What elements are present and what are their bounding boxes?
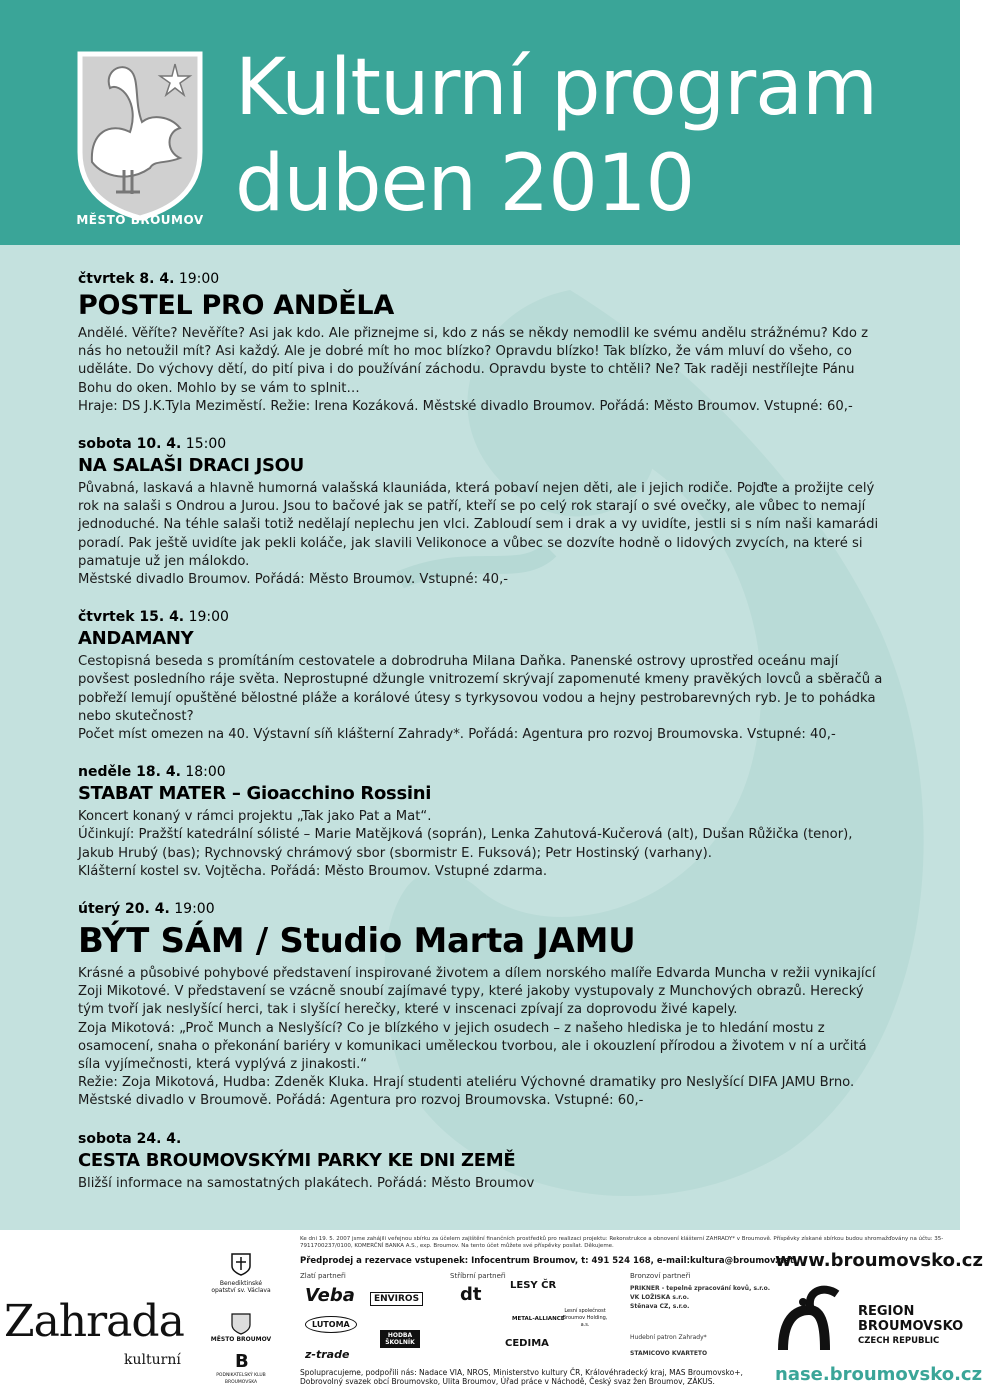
- event-description: Půvabná, laskavá a hlavně humorná valašská klauniáda, která pobaví nejen děti, ale i jejich rodiče. Pojďte a prožijte celý rok na salaši s Ondrou a Jurou. Jsou to bačové jak se patří, kteří se po celý rok starají o své ovečky, ale vůbec to nemají jednoduché. Na téhle salaši totiž nedělají neplechu jen vlci. Zabloudí sem i drak a vy uvidíte, jestli si s ním naši kamarádi poradí. Pak ještě uvidíte jak pekli koláče, jak slavili Velikonoce a vůbec se dozvíte hodně o lidových zvycích, na které si pamatuje už jen málokdo.: [78, 481, 879, 569]
- region-line-2: BROUMOVSKO: [858, 1319, 964, 1334]
- zahrada-sub: kulturní: [124, 1352, 181, 1368]
- coat-of-arms-icon: [70, 42, 210, 232]
- event-title: BÝT SÁM / Studio Marta JAMU: [78, 921, 636, 962]
- sponsor-metal: METAL-ALLIANCE: [512, 1316, 565, 1322]
- abbey-crest-icon: [230, 1250, 252, 1276]
- coat-label: MĚSTO BROUMOV: [76, 213, 204, 227]
- bronze-partners-label: Bronzoví partneři: [630, 1272, 691, 1280]
- gold-partners-label: Zlatí partneři: [300, 1272, 346, 1280]
- event-info: Bližší informace na samostatných plakátech. Pořádá: Město Broumov: [78, 1175, 535, 1191]
- event-body: [78, 653, 884, 744]
- sponsor-ztrade: z-trade: [305, 1348, 350, 1361]
- nase-broumovsko-url[interactable]: nase.broumovsko.cz: [775, 1364, 983, 1385]
- event-info: Hraje: DS J.K.Tyla Meziměstí. Režie: Irena Kozáková. Městské divadlo Broumov. Pořádá: Město Broumov. Vstupné: 60,-: [78, 398, 853, 414]
- event-info: Počet míst omezen na 40. Výstavní síň klášterní Zahrady*. Pořádá: Agentura pro rozvoj Broumovska. Vstupné: 40,-: [78, 727, 836, 743]
- fine-print: Ke dni 19. 5. 2007 jsme zahájili veřejnou sbírku za účelem zajištění finančních prostředků pro realizaci projektu: Rekonstrukce a obnovení klášterní ZAHRADY* v Broumově. Příspěvky získané sbírkou budou shromažďovány na účtu: 35-7911700237/0100, KOMERČNÍ BANKA A.S., exp. Broumov. Na tento účet můžete své příspěvky posílat. Děkujeme.: [300, 1236, 944, 1249]
- event-date: sobota 10. 4. 15:00: [78, 436, 227, 453]
- region-line-3: CZECH REPUBLIC: [858, 1336, 940, 1346]
- sponsor-lutoma: LUTOMA: [305, 1316, 357, 1333]
- event-title: POSTEL PRO ANDĚLA: [78, 290, 394, 321]
- stamic-label: STAMICOVO KVARTETO: [630, 1350, 708, 1357]
- event-date: sobota 24. 4.: [78, 1130, 182, 1147]
- sponsor-cedima: CEDIMA: [505, 1338, 549, 1349]
- event-byt-sam: [78, 900, 884, 1111]
- zahrada-word: Zahrada: [4, 1296, 184, 1347]
- event-title: NA SALAŠI DRACI JSOU: [78, 455, 304, 477]
- patron-label: Hudební patron Zahrady*: [630, 1334, 707, 1341]
- title-line-2: duben 2010: [235, 139, 695, 229]
- event-list: [78, 270, 884, 1212]
- podnikatelsky-label: PODNIKATELSKÝ KLUB BROUMOVSKA: [216, 1373, 266, 1385]
- broumovsko-url[interactable]: www.broumovsko.cz: [775, 1250, 983, 1271]
- event-title: STABAT MATER – Gioacchino Rossini: [78, 783, 432, 805]
- event-info: Městské divadlo Broumov. Pořádá: Město Broumov. Vstupné: 40,-: [78, 572, 509, 588]
- event-info: Klášterní kostel sv. Vojtěcha. Pořádá: Město Broumov. Vstupné zdarma.: [78, 863, 548, 879]
- event-date: neděle 18. 4. 18:00: [78, 764, 226, 781]
- event-description: Koncert konaný v rámci projektu „Tak jako Pat a Mat“.: [78, 809, 432, 825]
- event-body: [78, 480, 884, 589]
- event-body: [78, 1175, 884, 1193]
- event-description: Andělé. Věříte? Nevěříte? Asi jak kdo. Ale přiznejme si, kdo z nás se někdy nemodlil ke svému andělu strážnému? Kdo z nás ho netoužil mít? Asi každý. Ale je dobré mít ho moc blízko? Opravdu blízko! Tak blízko, že vám mluví do všeho, co uděláte. Do výchovy dětí, do pití piva i do používání záchodu. Opravdu byste to chtěli? Ne? Tak raději nestřílejte Pánu Bohu do oken. Mohlo by se vám to splnit…: [78, 326, 869, 396]
- event-salas: [78, 435, 884, 589]
- mesto-label: MĚSTO BROUMOV: [210, 1336, 272, 1343]
- stenava-label: Stěnava CZ, s.r.o.: [630, 1303, 690, 1310]
- presale-info: Předprodej a rezervace vstupenek: Infocentrum Broumov, t: 491 524 168, e-mail:kultura@broumov.net: [300, 1256, 794, 1266]
- page-title: [235, 40, 877, 232]
- event-date: čtvrtek 15. 4. 19:00: [78, 609, 229, 626]
- event-title: ANDAMANY: [78, 628, 194, 650]
- event-body: [78, 808, 884, 881]
- region-line-1: REGION: [858, 1304, 915, 1319]
- event-performers: Účinkují: Pražští katedrální sólisté – Marie Matějková (soprán), Lenka Zahutová-Kučerová (alt), Dušan Růžička (tenor), Jakub Hrubý (bas); Rychnovský chrámový sbor (sbormistr E. Fuksová); Petr Hostinský (varhany).: [78, 827, 853, 861]
- region-text: [858, 1304, 963, 1349]
- zahrada-logo: [4, 1290, 194, 1380]
- leni-label: Lesní společnost Broumov Holding, a.s.: [562, 1308, 608, 1328]
- event-description: Krásné a působivé pohybové představení inspirované životem a dílem norského malíře Edvarda Muncha v režii vynikající Zoji Mikotové. V představení se vzácně snoubí zajímavé typy, které jakoby vystupovaly z Munchových obrazů. Herecký tým tvoří jak neslyšící herci, tak i slyšící herečky, které v inscenaci zpívají za doprovodu živé kapely.: [78, 966, 876, 1018]
- sponsor-lesy: LESY ČR: [510, 1280, 557, 1291]
- benediktinsky-label: Benediktinské opatství sv. Václava: [211, 1280, 271, 1294]
- event-body: [78, 965, 884, 1111]
- event-postel: [78, 270, 884, 416]
- event-quote: Zoja Mikotová: „Proč Munch a Neslyšící? Co je blízkého v jejich osudech – z našeho hlediska je to hledání mostu z osamocení, snaha o překonání bariéry v komunikaci uměleckou tvorbou, ale i okouzlení přírodou a životem v ní a určitá síla vyjímečnosti, která vyplývá z jinakosti.“: [78, 1020, 867, 1073]
- event-description: Cestopisná beseda s promítáním cestovatele a dobrodruha Milana Daňka. Panenské ostrovy uprostřed oceánu mají povšest posledního ráje světa. Neprostupné džungle vnitrozemí skrývají zapomenuté kmeny pravěkých lovců a sběračů a pobřeží lemují opuštěné bělostné pláže a korálové útesy s tyrkysovou vodou a hejny pestrobarevných ryb. Je to pohádka nebo skutečnost?: [78, 654, 883, 724]
- support-text: Spolupracujeme, podpořili nás: Nadace VIA, NROS, Ministerstvo kultury ČR, Královéhradecký kraj, MAS Broumovsko+, Dobrovolný svazek obcí Broumovsko, Ulita Broumov, Úřad práce v Náchodě, Český svaz žen Broumov, ZÁKUS.: [300, 1368, 743, 1386]
- club-b-icon: [232, 1350, 252, 1370]
- event-date: úterý 20. 4. 19:00: [78, 901, 215, 918]
- sponsor-dt: dt: [460, 1284, 482, 1305]
- event-date: čtvrtek 8. 4. 19:00: [78, 271, 220, 287]
- event-title: CESTA BROUMOVSKÝMI PARKY KE DNI ZEMĚ: [78, 1149, 516, 1171]
- sponsor-veba: Veba: [305, 1285, 355, 1306]
- footer: [0, 1230, 983, 1387]
- sponsor-hodba: HODBA ŠKOLNÍK: [380, 1330, 420, 1348]
- prikner-label: PRIKNER - tepelně zpracování kovů, s.r.o.: [630, 1285, 771, 1292]
- event-stabat-mater: [78, 763, 884, 881]
- svg-text:B: B: [235, 1351, 249, 1372]
- town-crest-icon: [230, 1312, 252, 1336]
- event-info: Režie: Zoja Mikotová, Hudba: Zdeněk Kluka. Hrají studenti ateliéru Výchovné dramatiky pro Neslyšící DIFA JAMU Brno. Městské divadlo v Broumově. Pořádá: Agentura pro rozvoj Broumovska. Vstupné: 60,-: [78, 1075, 855, 1109]
- sponsor-enviros: ENVIROS: [370, 1292, 423, 1306]
- region-logo-icon: [775, 1280, 855, 1360]
- vk-label: VK LOŽISKA s.r.o.: [630, 1294, 690, 1301]
- event-cesta-parky: [78, 1130, 884, 1193]
- title-line-1: Kulturní program: [235, 43, 877, 133]
- silver-partners-label: Stříbrní partneři: [450, 1272, 506, 1280]
- event-body: [78, 325, 884, 416]
- event-andamany: [78, 608, 884, 744]
